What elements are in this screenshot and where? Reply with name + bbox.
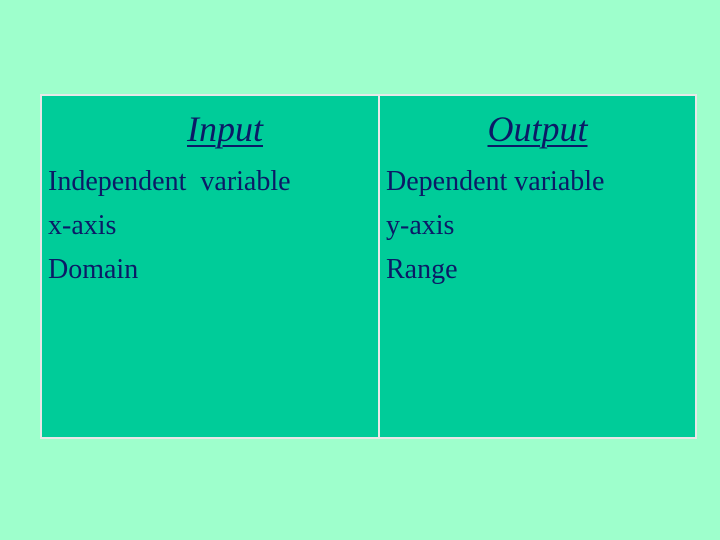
comparison-table (40, 94, 697, 439)
input-lines (48, 160, 291, 292)
output-header: Output (487, 109, 588, 149)
input-header: Input (187, 109, 263, 149)
input-line-x-axis: x-axis (48, 210, 117, 241)
output-line-range: Range (386, 254, 458, 285)
input-line-independent-variable: Independent variable (48, 166, 291, 197)
output-lines (386, 160, 604, 292)
input-column (42, 96, 380, 437)
output-column (380, 96, 695, 437)
output-line-y-axis: y-axis (386, 210, 455, 241)
input-line-domain: Domain (48, 254, 139, 285)
output-line-dependent-variable: Dependent variable (386, 166, 605, 197)
